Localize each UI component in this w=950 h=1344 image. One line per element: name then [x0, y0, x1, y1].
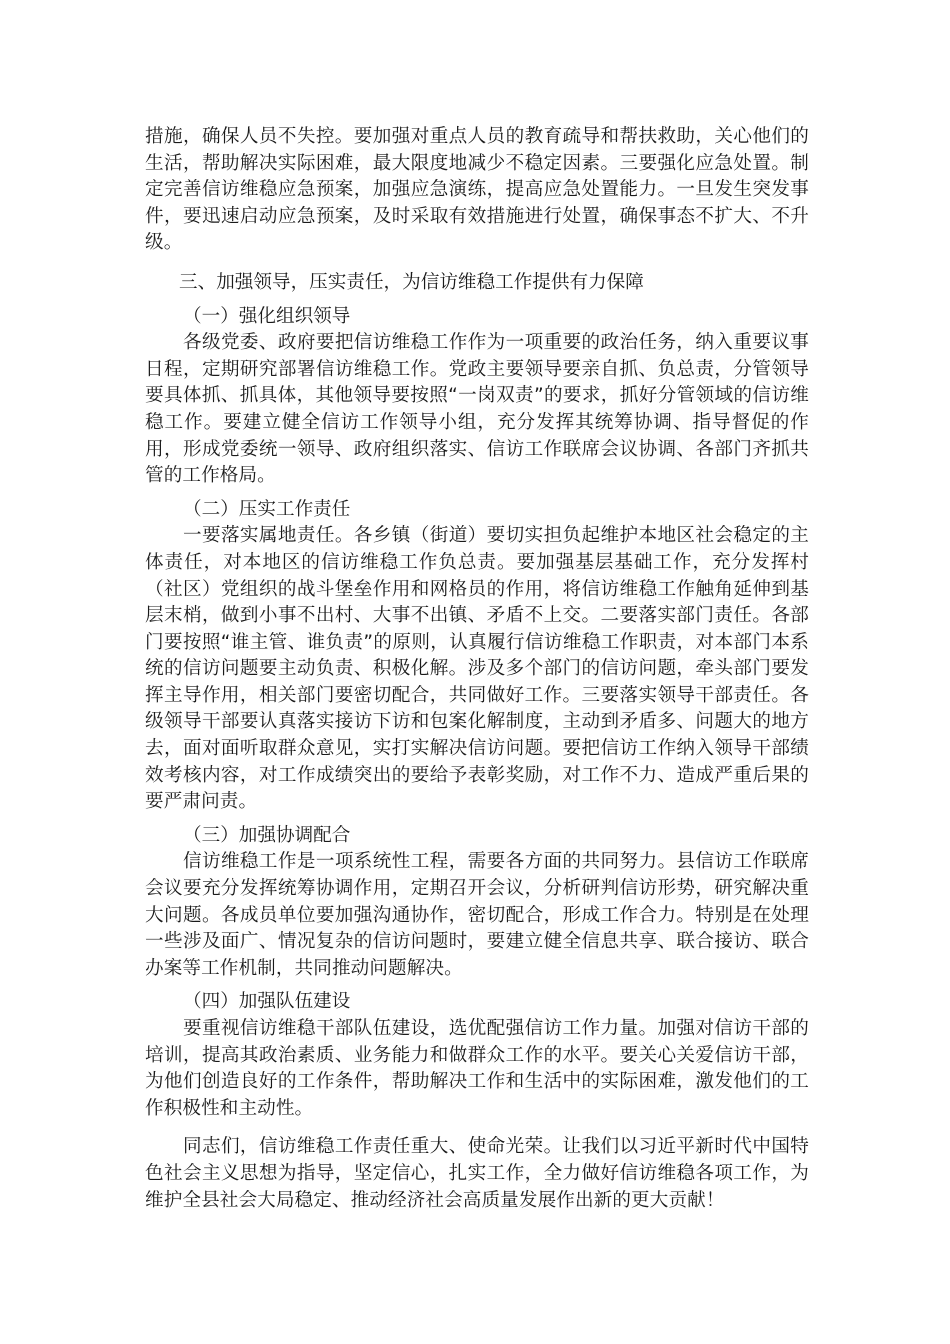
section-heading-3: 三、加强领导，压实责任，为信访维稳工作提供有力保障	[179, 271, 644, 293]
paragraph-work-responsibility: 一要落实属地责任。各乡镇（街道）要切实担负起维护本地区社会稳定的主体责任，对本地区的信访维稳工作负总责。要加强基层基础工作，充分发挥村（社区）党组织的战斗堡垒作用和网格员的作用，将信访维稳工作触角延伸到基层末梢，做到小事不出村、大事不出镇、矛盾不上交。二要落实部门责任。各部门要按照“谁主管、谁负责”的原则，认真履行信访维稳工作职责，对本部门本系统的信访问题要主动负责、积极化解。涉及多个部门的信访问题，牵头部门要发挥主导作用，相关部门要密切配合，共同做好工作。三要落实领导干部责任。各级领导干部要认真落实接访下访和包案化解制度，主动到矛盾多、问题大的地方去，面对面听取群众意见，实打实解决信访问题。要把信访工作纳入领导干部绩效考核内容，对工作成绩突出的要给予表彰奖励，对工作不力、造成严重后果的要严肃问责。	[145, 525, 809, 813]
subheading-coordination: （三）加强协调配合	[183, 824, 351, 846]
subheading-work-responsibility: （二）压实工作责任	[183, 498, 351, 520]
document-page	[145, 124, 809, 1214]
paragraph-coordination: 信访维稳工作是一项系统性工程，需要各方面的共同努力。县信访工作联席会议要充分发挥统筹协调作用，定期召开会议，分析研判信访形势，研究解决重大问题。各成员单位要加强沟通协作，密切配合，形成工作合力。特别是在处理一些涉及面广、情况复杂的信访问题时，要建立健全信息共享、联合接访、联合办案等工作机制，共同推动问题解决。	[145, 851, 809, 979]
paragraph-closing-remarks: 同志们，信访维稳工作责任重大、使命光荣。让我们以习近平新时代中国特色社会主义思想为指导，坚定信心，扎实工作，全力做好信访维稳各项工作，为维护全县社会大局稳定、推动经济社会高质量发展作出新的更大贡献！	[145, 1136, 809, 1211]
paragraph-team-building: 要重视信访维稳干部队伍建设，选优配强信访工作力量。加强对信访干部的培训，提高其政治素质、业务能力和做群众工作的水平。要关心关爱信访干部，为他们创造良好的工作条件，帮助解决工作和生活中的实际困难，激发他们的工作积极性和主动性。	[145, 1018, 809, 1119]
subheading-organization-leadership: （一）强化组织领导	[183, 305, 351, 327]
paragraph-emergency-measures: 措施，确保人员不失控。要加强对重点人员的教育疏导和帮扶救助，关心他们的生活，帮助解决实际困难，最大限度地减少不稳定因素。三要强化应急处置。制定完善信访维稳应急预案，加强应急演练，提高应急处置能力。一旦发生突发事件，要迅速启动应急预案，及时采取有效措施进行处置，确保事态不扩大、不升级。	[145, 126, 809, 254]
paragraph-organization-leadership: 各级党委、政府要把信访维稳工作作为一项重要的政治任务，纳入重要议事日程，定期研究部署信访维稳工作。党政主要领导要亲自抓、负总责，分管领导要具体抓、抓具体，其他领导要按照“一岗双责”的要求，抓好分管领域的信访维稳工作。要建立健全信访工作领导小组，充分发挥其统筹协调、指导督促的作用，形成党委统一领导、政府组织落实、信访工作联席会议协调、各部门齐抓共管的工作格局。	[145, 332, 809, 487]
subheading-team-building: （四）加强队伍建设	[183, 991, 351, 1013]
